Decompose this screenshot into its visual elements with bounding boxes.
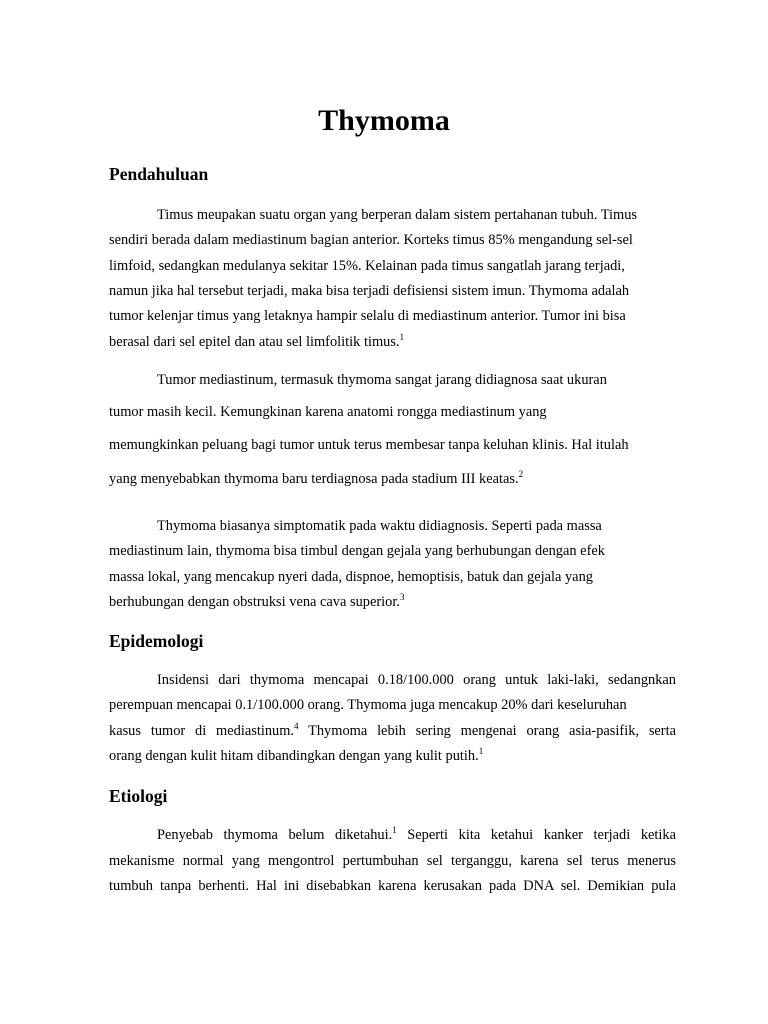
text-line: namun jika hal tersebut terjadi, maka bisa terjadi defisiensi sistem imun. Thymoma adalah (109, 283, 630, 299)
document-title: Thymoma (318, 104, 450, 137)
text-line (157, 825, 676, 845)
heading-pendahuluan: Pendahuluan (109, 164, 209, 184)
text-line: massa lokal, yang mencakup nyeri dada, dispnoe, hemoptisis, batuk dan gejala yang (109, 569, 593, 585)
text-span: Penyebab thymoma belum diketahui. (157, 827, 393, 843)
text-line: mediastinum lain, thymoma bisa timbul dengan gejala yang berhubungan dengan efek (109, 543, 605, 559)
reference-superscript: 4 (294, 721, 299, 731)
text-line (109, 469, 523, 489)
text-span: berhubungan dengan obstruksi vena cava superior. (109, 594, 400, 610)
reference-superscript: 1 (392, 825, 397, 835)
heading-etiologi: Etiologi (109, 786, 168, 806)
text-span: Thymoma lebih sering mengenai orang asia-pasifik, serta (298, 723, 676, 739)
text-line (109, 746, 483, 766)
text-span: berasal dari sel epitel dan atau sel limfolitik timus. (109, 334, 400, 350)
text-line: Insidensi dari thymoma mencapai 0.18/100.000 orang untuk laki-laki, sedangnkan (157, 672, 676, 688)
text-line: perempuan mencapai 0.1/100.000 orang. Thymoma juga mencakup 20% dari keseluruhan (109, 697, 627, 713)
text-line: Timus meupakan suatu organ yang berperan dalam sistem pertahanan tubuh. Timus (157, 207, 638, 223)
text-span: orang dengan kulit hitam dibandingkan dengan yang kulit putih. (109, 748, 479, 764)
text-span: Seperti kita ketahui kanker terjadi ketika (396, 827, 676, 843)
reference-superscript: 3 (399, 592, 405, 602)
text-line: tumor masih kecil. Kemungkinan karena anatomi rongga mediastinum yang (109, 404, 547, 420)
text-line: Tumor mediastinum, termasuk thymoma sangat jarang didiagnosa saat ukuran (157, 372, 607, 388)
text-line (109, 592, 404, 612)
text-line: tumbuh tanpa berhenti. Hal ini disebabkan karena kerusakan pada DNA sel. Demikian pula (109, 878, 676, 894)
text-line (109, 332, 404, 352)
heading-epidemologi: Epidemologi (109, 631, 204, 651)
text-line: sendiri berada dalam mediastinum bagian anterior. Korteks timus 85% mengandung sel-sel (109, 232, 633, 248)
text-span: yang menyebabkan thymoma baru terdiagnosa pada stadium III keatas. (109, 471, 519, 487)
reference-superscript: 1 (478, 746, 484, 756)
text-line: mekanisme normal yang mengontrol pertumbuhan sel terganggu, karena sel terus menerus (109, 853, 676, 869)
reference-superscript: 1 (399, 332, 405, 342)
text-line: tumor kelenjar timus yang letaknya hampir selalu di mediastinum anterior. Tumor ini bisa (109, 308, 626, 324)
text-line: memungkinkan peluang bagi tumor untuk terus membesar tanpa keluhan klinis. Hal itulah (109, 437, 629, 453)
reference-superscript: 2 (518, 469, 524, 479)
text-line (109, 721, 676, 741)
text-span: kasus tumor di mediastinum. (109, 723, 294, 739)
text-line: Thymoma biasanya simptomatik pada waktu didiagnosis. Seperti pada massa (157, 518, 602, 534)
text-line: limfoid, sedangkan medulanya sekitar 15%. Kelainan pada timus sangatlah jarang terjadi, (109, 258, 625, 274)
